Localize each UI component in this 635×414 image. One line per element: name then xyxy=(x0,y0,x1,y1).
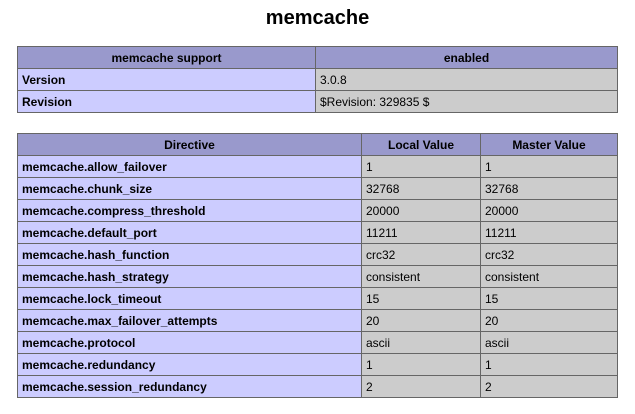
support-value: 3.0.8 xyxy=(316,69,618,91)
support-header-status: enabled xyxy=(316,47,618,69)
local-value: 32768 xyxy=(362,178,481,200)
support-row-version xyxy=(18,69,618,91)
table-row xyxy=(18,244,618,266)
table-row xyxy=(18,354,618,376)
directive-name: memcache.allow_failover xyxy=(18,156,362,178)
local-value: ascii xyxy=(362,332,481,354)
support-header-row xyxy=(18,47,618,69)
directive-name: memcache.protocol xyxy=(18,332,362,354)
local-value: 15 xyxy=(362,288,481,310)
support-value: $Revision: 329835 $ xyxy=(316,91,618,113)
table-row xyxy=(18,332,618,354)
local-value: 2 xyxy=(362,376,481,398)
support-row-revision xyxy=(18,91,618,113)
master-value: 15 xyxy=(481,288,618,310)
local-value: 20000 xyxy=(362,200,481,222)
page-title: memcache xyxy=(265,7,370,29)
table-row xyxy=(18,266,618,288)
directive-table xyxy=(17,133,618,398)
directive-name: memcache.chunk_size xyxy=(18,178,362,200)
directive-name: memcache.max_failover_attempts xyxy=(18,310,362,332)
table-row xyxy=(18,376,618,398)
master-value: crc32 xyxy=(481,244,618,266)
support-header-label: memcache support xyxy=(18,47,316,69)
table-row xyxy=(18,178,618,200)
table-row xyxy=(18,288,618,310)
master-value: 11211 xyxy=(481,222,618,244)
master-value: consistent xyxy=(481,266,618,288)
master-value: 1 xyxy=(481,156,618,178)
master-value-column-header: Master Value xyxy=(481,134,618,156)
master-value: 20000 xyxy=(481,200,618,222)
local-value: 1 xyxy=(362,156,481,178)
local-value-column-header: Local Value xyxy=(362,134,481,156)
local-value: 1 xyxy=(362,354,481,376)
master-value: 2 xyxy=(481,376,618,398)
directive-name: memcache.hash_strategy xyxy=(18,266,362,288)
master-value: 32768 xyxy=(481,178,618,200)
memcache-support-table xyxy=(17,46,618,113)
directive-name: memcache.compress_threshold xyxy=(18,200,362,222)
local-value: 11211 xyxy=(362,222,481,244)
table-row xyxy=(18,156,618,178)
support-label: Version xyxy=(18,69,316,91)
directive-name: memcache.lock_timeout xyxy=(18,288,362,310)
local-value: crc32 xyxy=(362,244,481,266)
directive-name: memcache.default_port xyxy=(18,222,362,244)
directive-header-row xyxy=(18,134,618,156)
directive-name: memcache.session_redundancy xyxy=(18,376,362,398)
table-row xyxy=(18,310,618,332)
master-value: 1 xyxy=(481,354,618,376)
master-value: ascii xyxy=(481,332,618,354)
support-label: Revision xyxy=(18,91,316,113)
table-row xyxy=(18,222,618,244)
local-value: 20 xyxy=(362,310,481,332)
local-value: consistent xyxy=(362,266,481,288)
directive-name: memcache.redundancy xyxy=(18,354,362,376)
master-value: 20 xyxy=(481,310,618,332)
table-row xyxy=(18,200,618,222)
directive-name: memcache.hash_function xyxy=(18,244,362,266)
directive-column-header: Directive xyxy=(18,134,362,156)
